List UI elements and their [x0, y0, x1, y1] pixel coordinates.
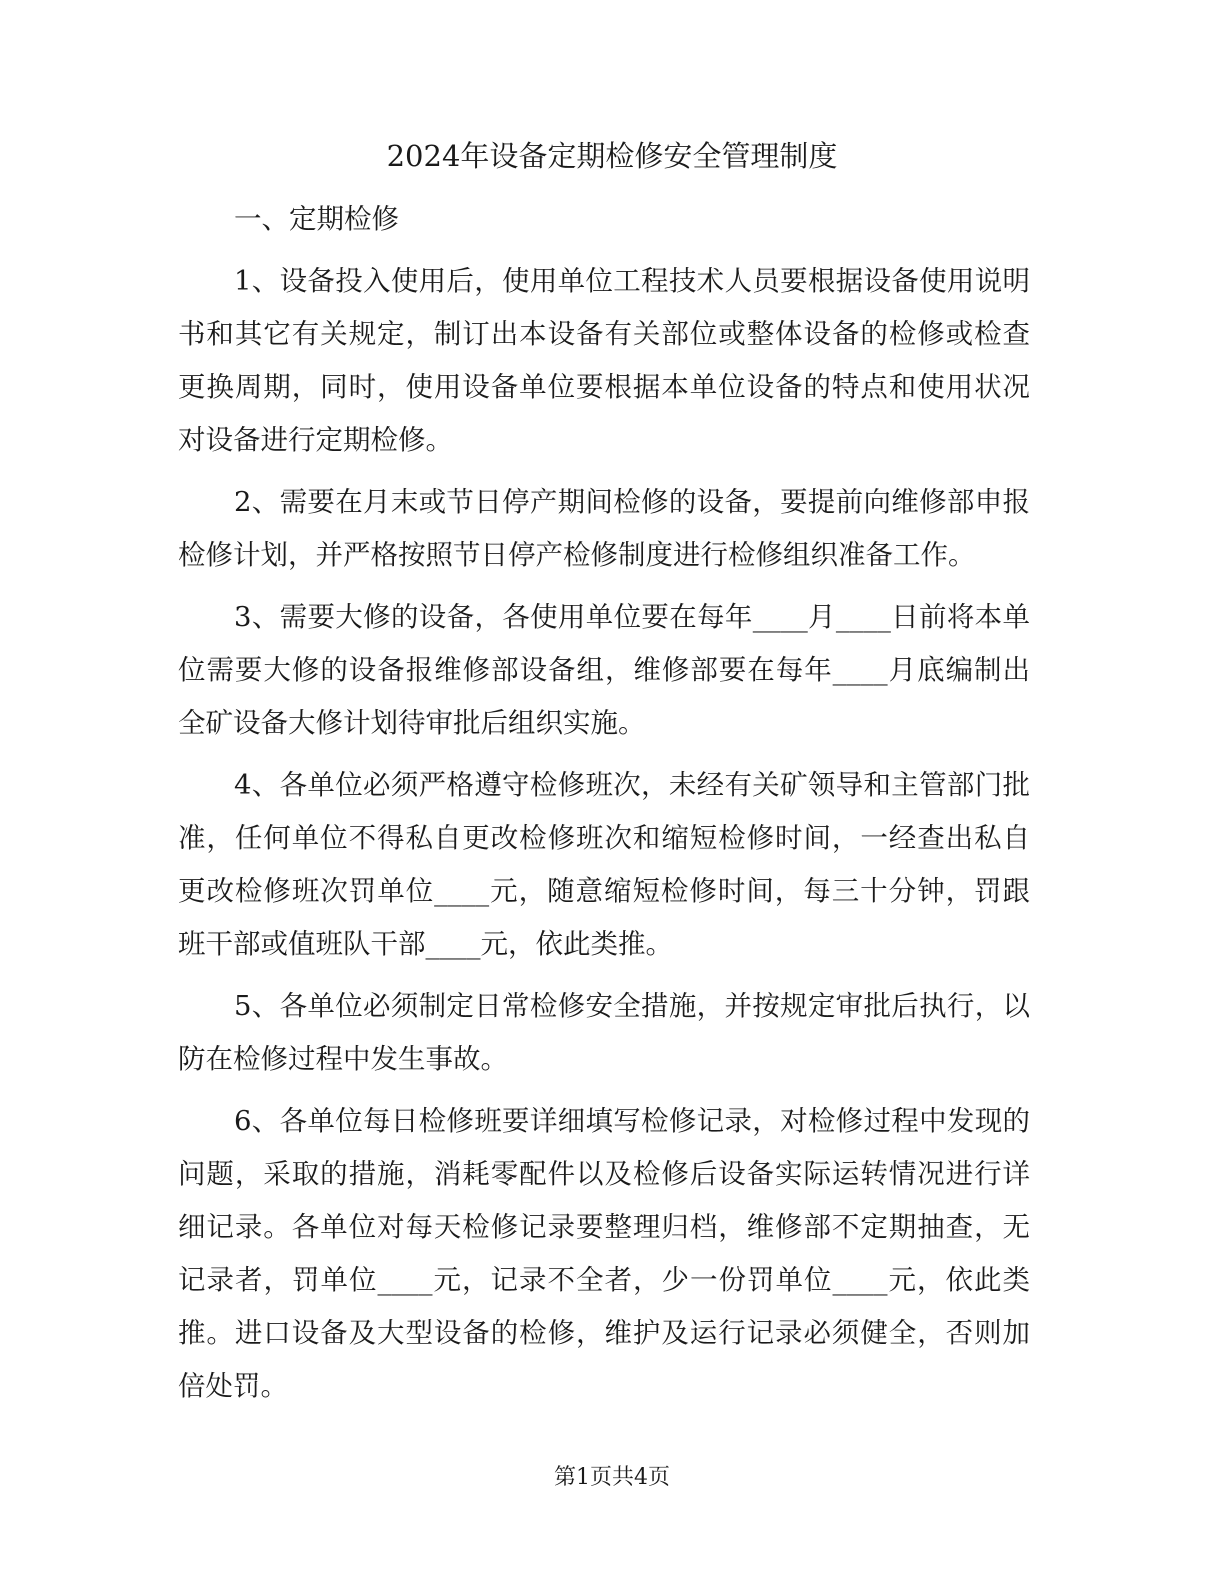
page-footer: 第1页共4页	[554, 1465, 670, 1490]
paragraph-2: 2、需要在月末或节日停产期间检修的设备，要提前向维修部申报检修计划，并严格按照节日停产检修制度进行检修组织准备工作。	[178, 486, 1030, 571]
paragraph-1: 1、设备投入使用后，使用单位工程技术人员要根据设备使用说明书和其它有关规定，制订出本设备有关部位或整体设备的检修或检查更换周期，同时，使用设备单位要根据本单位设备的特点和使用状况对设备进行定期检修。	[178, 265, 1030, 456]
paragraph-3: 3、需要大修的设备，各使用单位要在每年____月____日前将本单位需要大修的设备报维修部设备组，维修部要在每年____月底编制出全矿设备大修计划待审批后组织实施。	[178, 601, 1030, 739]
section-heading: 一、定期检修	[234, 203, 399, 235]
paragraph-6: 6、各单位每日检修班要详细填写检修记录，对检修过程中发现的问题，采取的措施，消耗零配件以及检修后设备实际运转情况进行详细记录。各单位对每天检修记录要整理归档，维修部不定期抽查，无记录者，罚单位____元，记录不全者，少一份罚单位____元，依此类推。进口设备及大型设备的检修，维护及运行记录必须健全，否则加倍处罚。	[178, 1105, 1030, 1402]
paragraph-5: 5、各单位必须制定日常检修安全措施，并按规定审批后执行，以防在检修过程中发生事故。	[178, 990, 1030, 1075]
paragraph-4: 4、各单位必须严格遵守检修班次，未经有关矿领导和主管部门批准，任何单位不得私自更改检修班次和缩短检修时间，一经查出私自更改检修班次罚单位____元，随意缩短检修时间，每三十分钟，罚跟班干部或值班队干部____元，依此类推。	[178, 769, 1030, 960]
document-title: 2024年设备定期检修安全管理制度	[386, 139, 838, 173]
document-body	[178, 193, 1030, 1422]
